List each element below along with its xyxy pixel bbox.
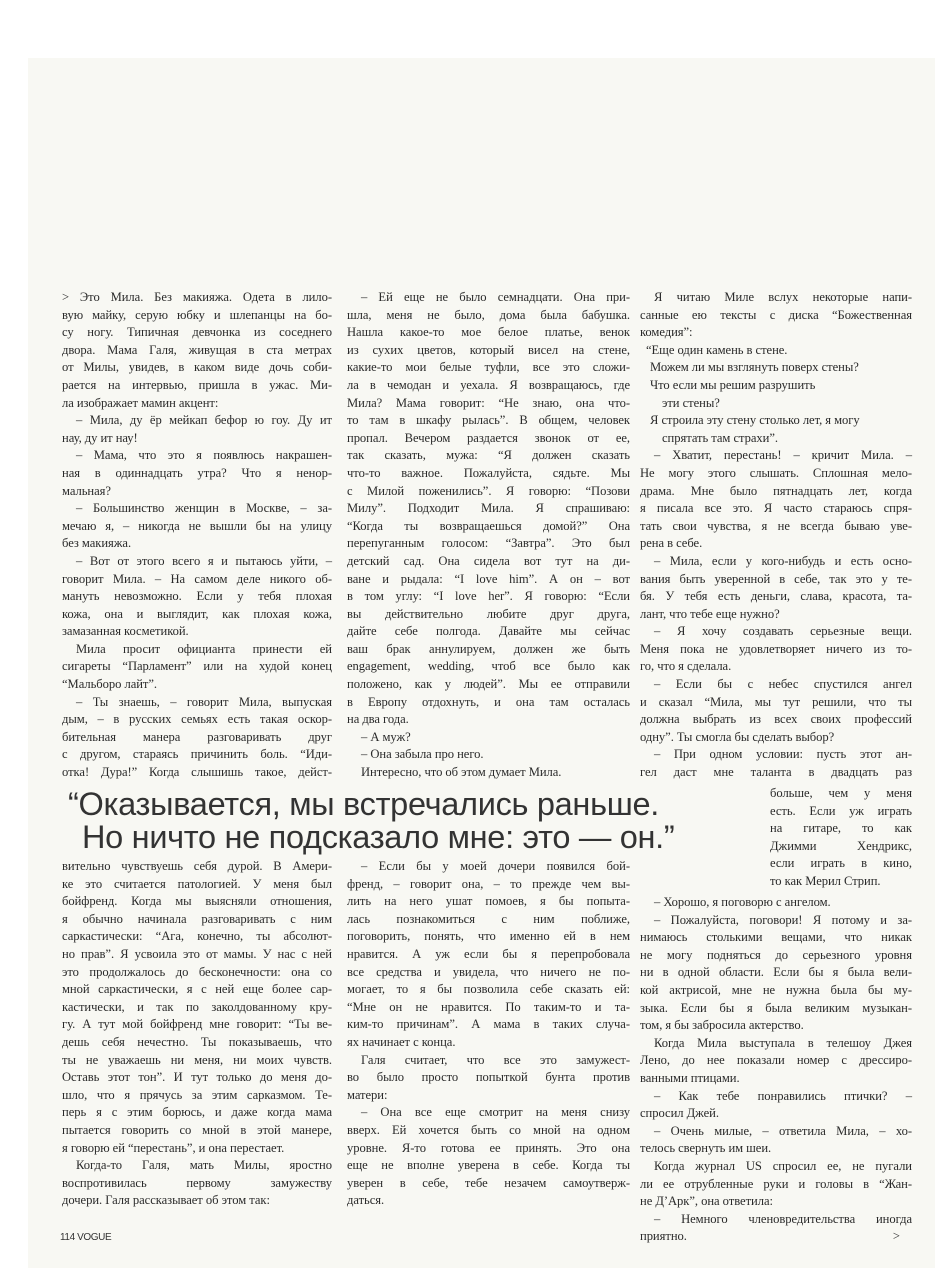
pull-quote bbox=[68, 788, 674, 854]
text-line: в том углу: “I love her”. Я говорю: “Если bbox=[347, 589, 630, 604]
paragraph bbox=[770, 785, 912, 891]
text-line: двора. Мама Галя, живущая в ста метрах bbox=[62, 342, 332, 357]
text-line: воспротивилась первому замужеству bbox=[62, 1175, 332, 1190]
paragraph bbox=[347, 1104, 630, 1210]
column-1-bottom bbox=[62, 858, 332, 1210]
text-line: то там в шкафу рылась”. В общем, человек bbox=[347, 413, 630, 428]
paragraph bbox=[62, 641, 332, 694]
text-line: Меня пока не удовлетворяет ничего из то- bbox=[640, 641, 912, 656]
text-line: бительная манера разговаривать друг bbox=[62, 729, 332, 744]
text-line: дайте себе полгода. Давайте мы сейчас bbox=[347, 624, 630, 639]
paragraph bbox=[640, 1088, 912, 1123]
column-2-bottom bbox=[347, 858, 630, 1210]
pull-quote-line-2: Но ничто не подсказало мне: это — он.” bbox=[82, 819, 675, 855]
text-line: лить на него ушат помоев, я бы попыта- bbox=[347, 894, 630, 909]
paragraph bbox=[640, 746, 912, 781]
text-line: пропал. Вечером раздается звонок от ее, bbox=[347, 430, 630, 445]
text-line: перепуганным голосом: “Завтра”. Это был bbox=[347, 536, 630, 551]
text-line: уровне. Я-то готова ее принять. Это она bbox=[347, 1140, 630, 1155]
text-line: во было просто попыткой бунта против bbox=[347, 1070, 630, 1085]
text-line: су ногу. Типичная девчонка из соседнего bbox=[62, 325, 332, 340]
column-3-bottom-wrap bbox=[640, 894, 912, 1246]
text-line: гу. А тут мой бойфренд мне говорит: “Ты ве- bbox=[62, 1017, 332, 1032]
text-line: без макияжа. bbox=[62, 536, 132, 551]
text-line: Оставь этот тон”. И тут только до меня до- bbox=[62, 1070, 332, 1085]
text-line: с Милой поженились”. Я говорю: “Позови bbox=[347, 483, 630, 498]
paragraph bbox=[640, 553, 912, 623]
text-line: вверх. Ей хочется быть со мной на одном bbox=[347, 1122, 630, 1137]
text-line: какие-то мои белые туфли, все это сложи- bbox=[347, 360, 630, 375]
text-line: перь я с этим борюсь, и даже когда мама bbox=[62, 1105, 332, 1120]
text-line: – Она забыла про него. bbox=[361, 747, 484, 762]
paragraph bbox=[62, 1157, 332, 1210]
text-line: френд, – говорит она, – то прежде чем вы- bbox=[347, 876, 630, 891]
pull-quote-line-1: “Оказывается, мы встречались раньше. bbox=[68, 786, 659, 822]
text-line: ким-то причинам”. А мама в таких случа- bbox=[347, 1017, 630, 1032]
text-line: – Большинство женщин в Москве, – за- bbox=[76, 501, 332, 516]
text-line: ваш брак аннулируем, должен же быть bbox=[347, 641, 630, 656]
text-line: должна выбрать из всех своих профессий bbox=[640, 712, 912, 727]
paragraph bbox=[347, 1052, 630, 1105]
text-line: – Пожалуйста, поговори! Я потому и за- bbox=[654, 912, 912, 927]
text-line: так сказать, мужа: “Я должен сказать bbox=[347, 448, 630, 463]
text-line: с другом, стараясь причинить боль. “Иди- bbox=[62, 747, 332, 762]
text-line: шло, что я прячусь за этим сарказмом. Те- bbox=[62, 1087, 332, 1102]
text-line: но прав”. Я усвоила это от мамы. У нас с ней bbox=[62, 946, 332, 961]
text-line: мечаю я, – никогда не вышли бы на улицу bbox=[62, 518, 332, 533]
text-line: матери: bbox=[347, 1087, 388, 1102]
text-line: ване и рыдала: “I love him”. А он – вот bbox=[347, 571, 630, 586]
text-line: – Ей еще не было семнадцати. Она при- bbox=[361, 290, 630, 304]
text-line: мальная? bbox=[62, 483, 111, 498]
text-line: ке это считается патологией. У меня был bbox=[62, 876, 332, 891]
text-line: Интересно, что об этом думает Мила. bbox=[361, 765, 562, 780]
text-line: кой актрисой, мне не нужна была бы му- bbox=[640, 982, 912, 997]
text-line: я писала все это. Я часто стараюсь спря- bbox=[640, 501, 912, 516]
text-line: вительно чувствуешь себя дурой. В Амери- bbox=[62, 859, 332, 873]
paragraph bbox=[347, 858, 630, 1052]
text-line: рена в себе. bbox=[640, 536, 703, 551]
text-line: – Очень милые, – ответила Мила, – хо- bbox=[654, 1123, 912, 1138]
text-line: в Европу отдохнуть, и она там осталась bbox=[347, 694, 630, 709]
text-line: саркастически: “Ага, конечно, ты абсолют- bbox=[62, 929, 332, 944]
text-line: это продолжалось до бесконечности: она со bbox=[62, 964, 332, 979]
text-line: дым, – в русских семьях есть такая оскор- bbox=[62, 712, 332, 727]
text-line: больше, чем у меня bbox=[770, 786, 912, 800]
paragraph bbox=[62, 694, 332, 782]
text-line: зыка. Если бы я была великим музыкан- bbox=[640, 1000, 912, 1015]
text-line: на два года. bbox=[347, 712, 409, 727]
text-line: замазанная косметикой. bbox=[62, 624, 189, 639]
text-line: одну”. Ты смогла бы сделать выбор? bbox=[640, 729, 835, 744]
text-line: “Когда ты возвращаешься домой?” Она bbox=[347, 518, 630, 533]
text-line: – Я хочу создавать серьезные вещи. bbox=[654, 624, 912, 639]
text-line: шла, меня не было, дома была бабушка. bbox=[347, 307, 630, 322]
text-line: детский сад. Она сидела вот тут на ди- bbox=[347, 553, 630, 568]
text-line: > Это Мила. Без макияжа. Одета в лило- bbox=[62, 290, 332, 304]
text-line: – А муж? bbox=[361, 729, 411, 744]
text-line: Когда-то Галя, мать Милы, яростно bbox=[76, 1158, 332, 1173]
text-line: поговорить, понять, что именно ей в нем bbox=[347, 929, 630, 944]
text-line: – Мила, ду ёр мейкап бефор ю гоу. Ду ит bbox=[76, 413, 332, 428]
text-line: нау, ду ит нау! bbox=[62, 430, 138, 445]
text-line: – Немного членовредительства иногда bbox=[654, 1211, 912, 1226]
text-line: ни в одной области. Если бы я была вели- bbox=[640, 965, 912, 980]
text-line: дешь себя нечестно. Ты показываешь, что bbox=[62, 1034, 332, 1049]
text-line: бя. У тебя есть деньги, слава, красота, та- bbox=[640, 589, 912, 604]
text-line: лант, что тебе еще нужно? bbox=[640, 606, 780, 621]
text-line: вую майку, серую юбку и шлепанцы на бо- bbox=[62, 307, 332, 322]
text-line: – Мама, что это я появлюсь накрашен- bbox=[76, 448, 332, 463]
text-line: могает, то я бы позволила себе сказать ей: bbox=[347, 982, 630, 997]
text-line: – Хорошо, я поговорю с ангелом. bbox=[654, 895, 831, 909]
verse-block bbox=[640, 342, 912, 448]
text-line: Джимми Хендрикс, bbox=[770, 838, 912, 853]
text-line: Милу”. Подходит Мила. Я спрашиваю: bbox=[347, 501, 630, 516]
paragraph bbox=[640, 676, 912, 746]
text-line: рается на интервью, пришла в ужас. Ми- bbox=[62, 377, 332, 392]
text-line: есть. Если уж играть bbox=[770, 803, 912, 818]
paragraph bbox=[62, 858, 332, 1157]
text-line: спросил Джей. bbox=[640, 1106, 719, 1121]
text-line: го, что я сделала. bbox=[640, 659, 732, 674]
text-line: гел даст мне таланта в двадцать раз bbox=[640, 765, 912, 780]
text-line: Можем ли мы взглянуть поверх стены? bbox=[650, 360, 859, 375]
text-line: ная в одиннадцать утра? Что я ненор- bbox=[62, 465, 332, 480]
text-line: ты не уважаешь ни меня, ни моих чувств. bbox=[62, 1052, 332, 1067]
text-line: вы действительно любите друг друга, bbox=[347, 606, 630, 621]
text-line: “Еще один камень в стене. bbox=[646, 342, 788, 357]
text-line: спрятать там страхи”. bbox=[662, 430, 778, 445]
text-line: engagement, wedding, чтоб все было как bbox=[347, 659, 630, 674]
text-line: телось свернуть им шеи. bbox=[640, 1141, 772, 1156]
text-line: санные ею тексты с диска “Божественная bbox=[640, 307, 912, 322]
text-line: ли ее отрубленные руки и головы в “Жан- bbox=[640, 1176, 912, 1191]
paragraph bbox=[640, 1123, 912, 1158]
text-line: Что если мы решим разрушить bbox=[650, 377, 816, 392]
paragraph bbox=[640, 912, 912, 1035]
text-line: “Мне он не нравится. По таким-то и та- bbox=[347, 999, 630, 1014]
text-line: Нашла какое-то мое белое платье, венок bbox=[347, 325, 630, 340]
text-line: – Если бы у моей дочери появился бой- bbox=[361, 859, 630, 873]
column-3-narrow-wrap bbox=[770, 785, 912, 891]
paragraph bbox=[347, 746, 630, 764]
text-line: Галя считает, что все это замужест- bbox=[361, 1052, 630, 1067]
text-line: из сухих цветов, который висел на стене, bbox=[347, 342, 630, 357]
text-line: дочери. Галя рассказывает об этом так: bbox=[62, 1193, 270, 1208]
page-folio: 114 VOGUE bbox=[60, 1232, 112, 1243]
text-line: даться. bbox=[347, 1193, 385, 1208]
text-line: приятно. bbox=[640, 1229, 687, 1244]
paragraph bbox=[347, 289, 630, 729]
text-line: ванными птицами. bbox=[640, 1070, 740, 1085]
text-line: если играть в кино, bbox=[770, 856, 912, 871]
text-line: вания быть уверенной в себе, так это у те- bbox=[640, 571, 912, 586]
text-line: драма. Мне было пятнадцать лет, когда bbox=[640, 483, 912, 498]
text-line: я говорю ей “перестань”, и она перестает. bbox=[62, 1140, 285, 1155]
paragraph bbox=[62, 412, 332, 447]
text-line: – Вот от этого всего я и пытаюсь уйти, – bbox=[76, 553, 332, 568]
text-line: нравится. А уж если бы я перепробовала bbox=[347, 946, 630, 961]
text-line: – Как тебе понравились птички? – bbox=[654, 1088, 912, 1103]
paragraph bbox=[347, 764, 630, 782]
text-line: еще не вполне уверена в себе. Когда ты bbox=[347, 1158, 630, 1173]
column-1-top bbox=[62, 289, 332, 782]
column-3-bottom bbox=[640, 894, 912, 1246]
text-line: Мила? Мама говорит: “Не знаю, она что- bbox=[347, 395, 630, 410]
text-line: кастически, и так по заколдованному кру- bbox=[62, 999, 332, 1014]
text-line: – Мила, если у кого-нибудь и есть осно- bbox=[654, 553, 912, 568]
text-line: не могу подняться до серьезного уровня bbox=[640, 947, 912, 962]
text-line: – При одном условии: пусть этот ан- bbox=[654, 747, 912, 762]
text-line: комедия”: bbox=[640, 325, 693, 340]
paragraph bbox=[62, 289, 332, 412]
text-line: кожа, она и выглядит, как плохая кожа, bbox=[62, 606, 332, 621]
paragraph bbox=[62, 553, 332, 641]
text-line: не Д’Арк”, она ответила: bbox=[640, 1194, 773, 1209]
text-line: я обычно начинала разговаривать с ним bbox=[62, 911, 332, 926]
paragraph bbox=[640, 1211, 912, 1246]
text-line: Мила просит официанта принести ей bbox=[76, 641, 332, 656]
paragraph bbox=[62, 500, 332, 553]
paragraph bbox=[62, 447, 332, 500]
text-line: бойфренд. Когда мы выясняли отношения, bbox=[62, 894, 332, 909]
text-line: – Если бы с небес спустился ангел bbox=[654, 677, 912, 692]
text-line: все средства и увидела, что ничего не по- bbox=[347, 964, 630, 979]
paragraph bbox=[640, 447, 912, 553]
text-line: Не могу этого слышать. Сплошная мело- bbox=[640, 465, 912, 480]
text-line: что-то важное. Пожалуйста, сядьте. Мы bbox=[347, 465, 630, 480]
text-line: уверен в себе, тебе незачем самоутверж- bbox=[347, 1175, 630, 1190]
text-line: от Милы, увидев, в каком виде дочь соби- bbox=[62, 360, 332, 375]
text-line: мануть невозможно. Если у тебя плохая bbox=[62, 589, 332, 604]
text-line: – Хватит, перестань! – кричит Мила. – bbox=[654, 448, 912, 463]
text-line: Когда Мила выступала в телешоу Джея bbox=[654, 1035, 912, 1050]
text-line: тать свои чувства, я не всегда бываю уве- bbox=[640, 518, 912, 533]
text-line: эти стены? bbox=[662, 395, 720, 410]
text-line: говорит Мила. – На самом деле никого об- bbox=[62, 571, 332, 586]
text-line: Я строила эту стену столько лет, я могу bbox=[650, 413, 860, 428]
text-line: пытается говорить со мной в этой манере, bbox=[62, 1122, 332, 1137]
text-line: сигареты “Парламент” или на худой конец bbox=[62, 659, 332, 674]
text-line: ях начинает с конца. bbox=[347, 1034, 456, 1049]
text-line: ла в чемодан и уехала. Я возвращаюсь, где bbox=[347, 377, 630, 392]
paragraph bbox=[640, 1035, 912, 1088]
paragraph bbox=[640, 1158, 912, 1211]
text-line: лась познакомиться с ним поближе, bbox=[347, 911, 630, 926]
text-line: Лено, до нее показали номер с дрессиро- bbox=[640, 1053, 912, 1068]
text-line: том, я бы забросила актерство. bbox=[640, 1018, 804, 1033]
text-line: “Мальборо лайт”. bbox=[62, 677, 158, 692]
continued-arrow-mark: > bbox=[892, 1229, 900, 1244]
text-line: отка! Дура!” Когда слышишь такое, дейст- bbox=[62, 765, 332, 780]
text-line: ла изображает мамин акцент: bbox=[62, 395, 219, 410]
text-line: – Ты знаешь, – говорит Мила, выпуская bbox=[76, 694, 332, 709]
paragraph bbox=[347, 729, 630, 747]
text-line: положено, как у людей”. Мы ее отправили bbox=[347, 677, 630, 692]
column-2-top bbox=[347, 289, 630, 782]
paragraph bbox=[640, 894, 912, 912]
text-line: – Она все еще смотрит на меня снизу bbox=[361, 1105, 630, 1120]
paragraph bbox=[640, 623, 912, 676]
text-line: нимаюсь столькими вещами, что никак bbox=[640, 930, 912, 945]
text-line: мной саркастически, я с ней еще более сар- bbox=[62, 982, 332, 997]
paragraph bbox=[640, 289, 912, 342]
column-3-top bbox=[640, 289, 912, 782]
text-line: и сказал “Мила, мы тут решили, что ты bbox=[640, 694, 912, 709]
text-line: на гитаре, то как bbox=[770, 821, 912, 836]
text-line: Когда журнал US спросил ее, не пугали bbox=[654, 1158, 912, 1173]
text-line: то как Мерил Стрип. bbox=[770, 873, 881, 888]
text-line: Я читаю Миле вслух некоторые напи- bbox=[654, 290, 912, 304]
